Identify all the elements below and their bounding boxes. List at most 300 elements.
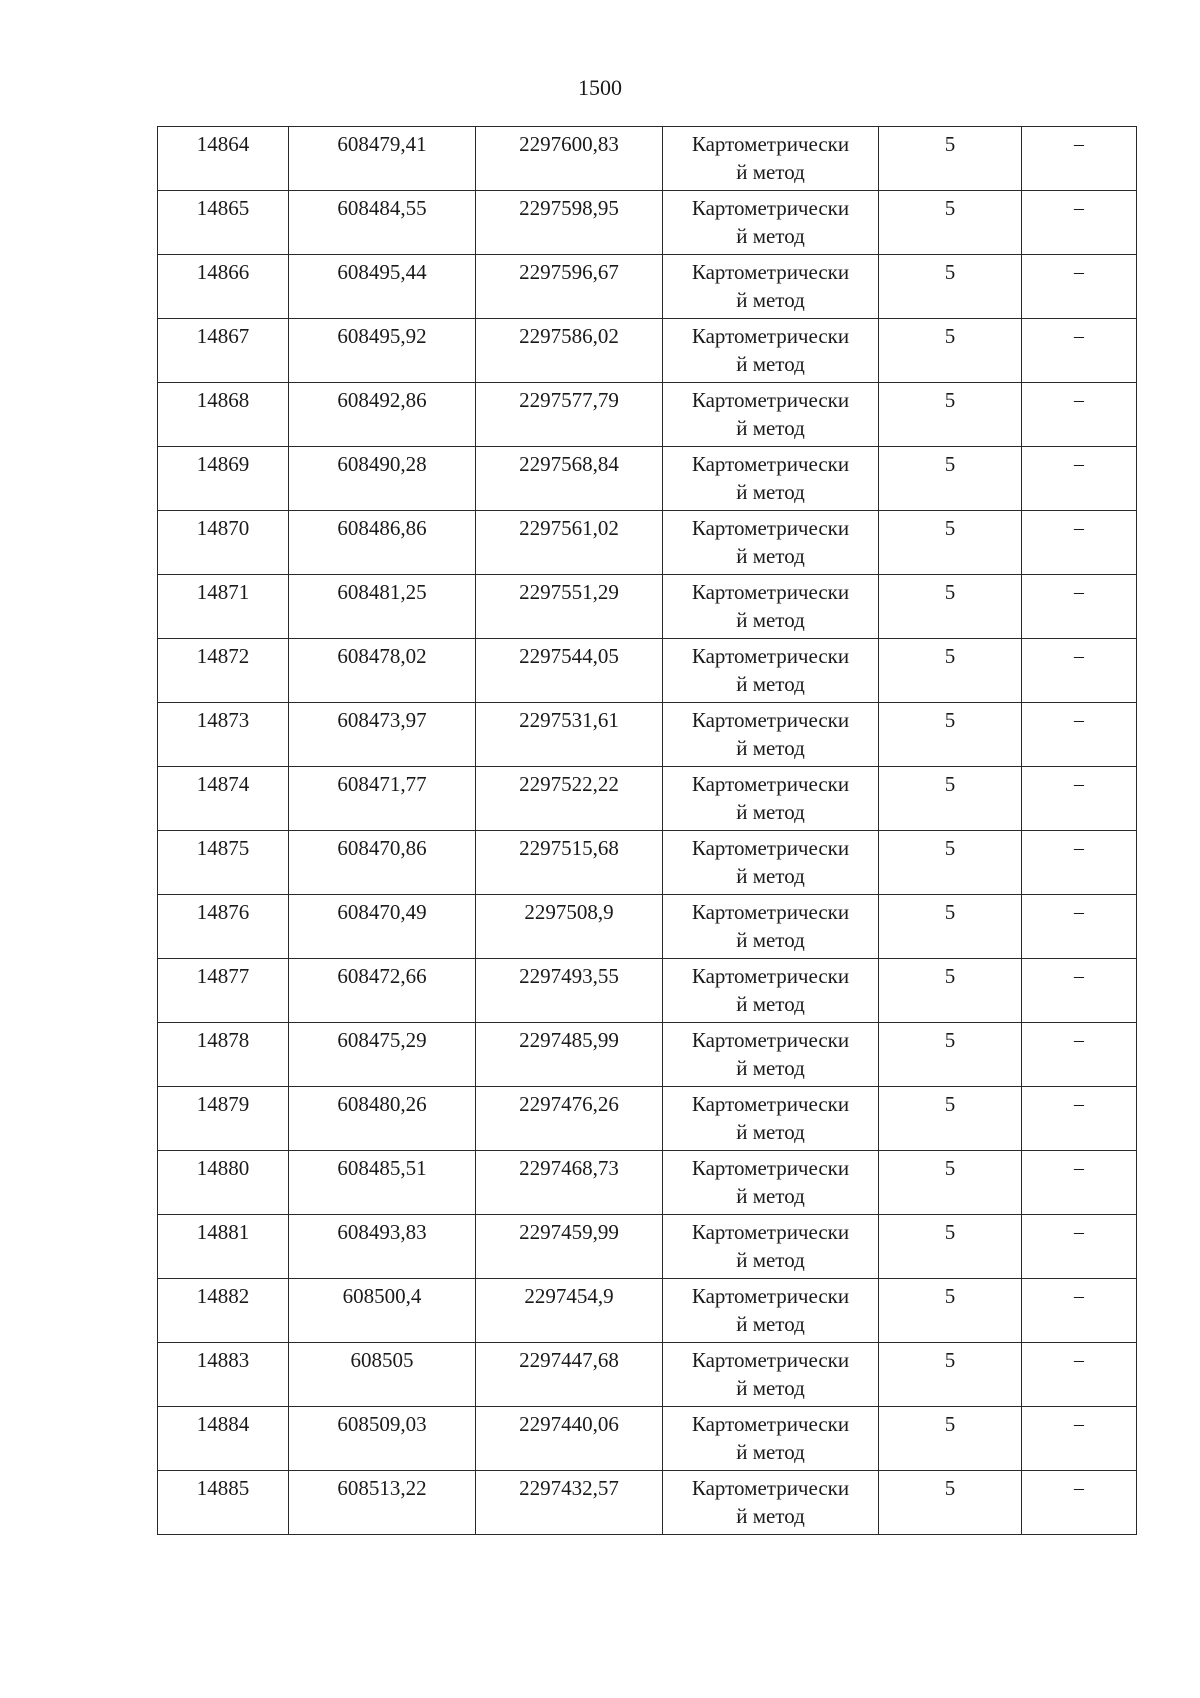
y-coordinate-cell (476, 1343, 663, 1407)
accuracy-cell (879, 767, 1022, 831)
method-cell (663, 703, 879, 767)
method-cell (663, 191, 879, 255)
point-number-cell (158, 1407, 289, 1471)
method-cell (663, 831, 879, 895)
accuracy-cell-text: 5 (944, 708, 956, 732)
x-coordinate-cell-text: 608492,86 (337, 388, 427, 412)
method-cell (663, 1279, 879, 1343)
y-coordinate-cell (476, 639, 663, 703)
table-row (158, 383, 1137, 447)
method-text-line-2: й метод (736, 352, 805, 376)
x-coordinate-cell-text: 608475,29 (337, 1028, 427, 1052)
accuracy-cell-text: 5 (944, 260, 956, 284)
note-cell-text: – (1074, 581, 1084, 603)
method-text-line-2: й метод (736, 800, 805, 824)
note-cell-text: – (1074, 261, 1084, 283)
accuracy-cell (879, 703, 1022, 767)
method-text-line-1: Картометрически (691, 516, 850, 540)
table-row (158, 831, 1137, 895)
y-coordinate-cell-text: 2297586,02 (519, 324, 619, 348)
method-text-line-1: Картометрически (691, 1092, 850, 1116)
point-number-cell (158, 639, 289, 703)
x-coordinate-cell-text: 608485,51 (337, 1156, 427, 1180)
y-coordinate-cell-text: 2297515,68 (519, 836, 619, 860)
point-number-cell (158, 831, 289, 895)
x-coordinate-cell-text: 608484,55 (337, 196, 427, 220)
x-coordinate-cell-text: 608505 (350, 1348, 414, 1372)
method-text-line-2: й метод (736, 1376, 805, 1400)
method-cell (663, 1023, 879, 1087)
table-row (158, 1343, 1137, 1407)
x-coordinate-cell-text: 608486,86 (337, 516, 427, 540)
y-coordinate-cell (476, 255, 663, 319)
method-cell (663, 639, 879, 703)
y-coordinate-cell (476, 575, 663, 639)
note-cell (1022, 1343, 1137, 1407)
x-coordinate-cell (289, 895, 476, 959)
x-coordinate-cell (289, 447, 476, 511)
accuracy-cell-text: 5 (944, 388, 956, 412)
point-number-cell (158, 383, 289, 447)
accuracy-cell (879, 1343, 1022, 1407)
point-number-cell-text: 14873 (196, 708, 250, 732)
point-number-cell (158, 447, 289, 511)
note-cell (1022, 959, 1137, 1023)
method-text-line-1: Картометрически (691, 1348, 850, 1372)
x-coordinate-cell-text: 608513,22 (337, 1476, 427, 1500)
note-cell-text: – (1074, 1221, 1084, 1243)
note-cell (1022, 511, 1137, 575)
point-number-cell (158, 959, 289, 1023)
table-row (158, 703, 1137, 767)
note-cell-text: – (1074, 1413, 1084, 1435)
accuracy-cell (879, 447, 1022, 511)
method-text-line-1: Картометрически (691, 772, 850, 796)
point-number-cell (158, 1343, 289, 1407)
x-coordinate-cell-text: 608490,28 (337, 452, 427, 476)
method-text-line-1: Картометрически (691, 1412, 850, 1436)
y-coordinate-cell-text: 2297508,9 (524, 900, 614, 924)
table-row (158, 1215, 1137, 1279)
x-coordinate-cell (289, 383, 476, 447)
table-row (158, 959, 1137, 1023)
y-coordinate-cell (476, 1023, 663, 1087)
table-row (158, 1023, 1137, 1087)
point-number-cell-text: 14868 (196, 388, 250, 412)
point-number-cell (158, 1087, 289, 1151)
accuracy-cell (879, 895, 1022, 959)
note-cell-text: – (1074, 1157, 1084, 1179)
x-coordinate-cell (289, 511, 476, 575)
point-number-cell-text: 14880 (196, 1156, 250, 1180)
x-coordinate-cell-text: 608478,02 (337, 644, 427, 668)
x-coordinate-cell-text: 608500,4 (342, 1284, 422, 1308)
note-cell-text: – (1074, 901, 1084, 923)
method-cell (663, 1471, 879, 1535)
note-cell (1022, 1215, 1137, 1279)
note-cell-text: – (1074, 1093, 1084, 1115)
method-text-line-1: Картометрически (691, 580, 850, 604)
y-coordinate-cell-text: 2297600,83 (519, 132, 619, 156)
note-cell (1022, 1407, 1137, 1471)
accuracy-cell (879, 127, 1022, 191)
method-text-line-1: Картометрически (691, 1284, 850, 1308)
accuracy-cell (879, 831, 1022, 895)
point-number-cell (158, 1151, 289, 1215)
y-coordinate-cell (476, 767, 663, 831)
point-number-cell (158, 511, 289, 575)
point-number-cell (158, 767, 289, 831)
point-number-cell (158, 703, 289, 767)
point-number-cell (158, 1215, 289, 1279)
method-cell (663, 767, 879, 831)
note-cell-text: – (1074, 1029, 1084, 1051)
accuracy-cell (879, 959, 1022, 1023)
note-cell-text: – (1074, 133, 1084, 155)
x-coordinate-cell-text: 608470,86 (337, 836, 427, 860)
method-text-line-2: й метод (736, 1504, 805, 1528)
y-coordinate-cell-text: 2297459,99 (519, 1220, 619, 1244)
method-cell (663, 447, 879, 511)
accuracy-cell-text: 5 (944, 964, 956, 988)
note-cell-text: – (1074, 709, 1084, 731)
x-coordinate-cell (289, 255, 476, 319)
method-text-line-2: й метод (736, 544, 805, 568)
x-coordinate-cell-text: 608493,83 (337, 1220, 427, 1244)
y-coordinate-cell (476, 1279, 663, 1343)
y-coordinate-cell-text: 2297476,26 (519, 1092, 619, 1116)
x-coordinate-cell-text: 608481,25 (337, 580, 427, 604)
point-number-cell-text: 14879 (196, 1092, 250, 1116)
point-number-cell-text: 14866 (196, 260, 250, 284)
x-coordinate-cell (289, 191, 476, 255)
table-row (158, 127, 1137, 191)
note-cell (1022, 319, 1137, 383)
accuracy-cell (879, 1023, 1022, 1087)
method-text-line-2: й метод (736, 608, 805, 632)
y-coordinate-cell-text: 2297577,79 (519, 388, 619, 412)
accuracy-cell (879, 1087, 1022, 1151)
y-coordinate-cell (476, 127, 663, 191)
accuracy-cell (879, 191, 1022, 255)
note-cell (1022, 831, 1137, 895)
y-coordinate-cell (476, 1087, 663, 1151)
accuracy-cell (879, 1471, 1022, 1535)
accuracy-cell (879, 1215, 1022, 1279)
method-text-line-2: й метод (736, 864, 805, 888)
method-text-line-2: й метод (736, 1184, 805, 1208)
note-cell-text: – (1074, 837, 1084, 859)
accuracy-cell (879, 511, 1022, 575)
note-cell (1022, 895, 1137, 959)
note-cell (1022, 383, 1137, 447)
x-coordinate-cell-text: 608471,77 (337, 772, 427, 796)
accuracy-cell-text: 5 (944, 1284, 956, 1308)
y-coordinate-cell-text: 2297596,67 (519, 260, 619, 284)
note-cell-text: – (1074, 1349, 1084, 1371)
accuracy-cell-text: 5 (944, 1092, 956, 1116)
note-cell (1022, 127, 1137, 191)
table-row (158, 1151, 1137, 1215)
y-coordinate-cell-text: 2297447,68 (519, 1348, 619, 1372)
x-coordinate-cell (289, 1087, 476, 1151)
method-cell (663, 895, 879, 959)
y-coordinate-cell (476, 191, 663, 255)
note-cell-text: – (1074, 1285, 1084, 1307)
method-text-line-1: Картометрически (691, 1476, 850, 1500)
table-row (158, 1407, 1137, 1471)
accuracy-cell-text: 5 (944, 1220, 956, 1244)
y-coordinate-cell (476, 447, 663, 511)
note-cell (1022, 639, 1137, 703)
note-cell-text: – (1074, 325, 1084, 347)
y-coordinate-cell (476, 511, 663, 575)
point-number-cell-text: 14884 (196, 1412, 250, 1436)
note-cell (1022, 575, 1137, 639)
point-number-cell-text: 14881 (196, 1220, 250, 1244)
method-cell (663, 1215, 879, 1279)
accuracy-cell (879, 1407, 1022, 1471)
x-coordinate-cell-text: 608480,26 (337, 1092, 427, 1116)
accuracy-cell (879, 383, 1022, 447)
accuracy-cell (879, 575, 1022, 639)
point-number-cell-text: 14882 (196, 1284, 250, 1308)
accuracy-cell (879, 255, 1022, 319)
note-cell (1022, 1087, 1137, 1151)
method-cell (663, 575, 879, 639)
method-text-line-2: й метод (736, 416, 805, 440)
y-coordinate-cell (476, 383, 663, 447)
y-coordinate-cell-text: 2297432,57 (519, 1476, 619, 1500)
x-coordinate-cell (289, 575, 476, 639)
method-text-line-1: Картометрически (691, 324, 850, 348)
note-cell (1022, 1023, 1137, 1087)
point-number-cell-text: 14865 (196, 196, 250, 220)
table-row (158, 1087, 1137, 1151)
x-coordinate-cell-text: 608495,44 (337, 260, 427, 284)
method-text-line-1: Картометрически (691, 196, 850, 220)
accuracy-cell (879, 639, 1022, 703)
x-coordinate-cell-text: 608495,92 (337, 324, 427, 348)
note-cell (1022, 1471, 1137, 1535)
y-coordinate-cell (476, 1471, 663, 1535)
table-row (158, 255, 1137, 319)
point-number-cell (158, 575, 289, 639)
method-cell (663, 1407, 879, 1471)
method-cell (663, 255, 879, 319)
method-text-line-2: й метод (736, 224, 805, 248)
x-coordinate-cell (289, 1471, 476, 1535)
accuracy-cell (879, 1279, 1022, 1343)
accuracy-cell-text: 5 (944, 580, 956, 604)
method-text-line-1: Картометрически (691, 900, 850, 924)
coordinates-table (157, 126, 1137, 1535)
x-coordinate-cell (289, 831, 476, 895)
note-cell-text: – (1074, 1477, 1084, 1499)
point-number-cell-text: 14878 (196, 1028, 250, 1052)
method-text-line-1: Картометрически (691, 644, 850, 668)
y-coordinate-cell-text: 2297598,95 (519, 196, 619, 220)
coordinates-table-body (158, 127, 1137, 1535)
x-coordinate-cell (289, 127, 476, 191)
x-coordinate-cell-text: 608479,41 (337, 132, 427, 156)
method-text-line-1: Картометрически (691, 836, 850, 860)
method-text-line-2: й метод (736, 1056, 805, 1080)
method-text-line-2: й метод (736, 160, 805, 184)
note-cell (1022, 703, 1137, 767)
y-coordinate-cell-text: 2297522,22 (519, 772, 619, 796)
method-cell (663, 1087, 879, 1151)
table-row (158, 511, 1137, 575)
accuracy-cell-text: 5 (944, 1476, 956, 1500)
point-number-cell-text: 14883 (196, 1348, 250, 1372)
accuracy-cell-text: 5 (944, 196, 956, 220)
x-coordinate-cell (289, 959, 476, 1023)
x-coordinate-cell (289, 1023, 476, 1087)
point-number-cell (158, 1279, 289, 1343)
x-coordinate-cell (289, 639, 476, 703)
y-coordinate-cell-text: 2297561,02 (519, 516, 619, 540)
method-text-line-1: Картометрически (691, 1220, 850, 1244)
method-text-line-2: й метод (736, 480, 805, 504)
accuracy-cell-text: 5 (944, 1412, 956, 1436)
note-cell-text: – (1074, 197, 1084, 219)
accuracy-cell-text: 5 (944, 772, 956, 796)
x-coordinate-cell (289, 703, 476, 767)
accuracy-cell-text: 5 (944, 132, 956, 156)
note-cell-text: – (1074, 965, 1084, 987)
method-text-line-2: й метод (736, 992, 805, 1016)
table-row (158, 575, 1137, 639)
x-coordinate-cell (289, 1215, 476, 1279)
y-coordinate-cell (476, 319, 663, 383)
point-number-cell-text: 14875 (196, 836, 250, 860)
accuracy-cell-text: 5 (944, 516, 956, 540)
method-text-line-1: Картометрически (691, 708, 850, 732)
point-number-cell-text: 14867 (196, 324, 250, 348)
point-number-cell (158, 1023, 289, 1087)
point-number-cell (158, 895, 289, 959)
point-number-cell (158, 319, 289, 383)
y-coordinate-cell-text: 2297544,05 (519, 644, 619, 668)
point-number-cell-text: 14877 (196, 964, 250, 988)
method-cell (663, 383, 879, 447)
accuracy-cell-text: 5 (944, 1348, 956, 1372)
method-text-line-1: Картометрически (691, 388, 850, 412)
x-coordinate-cell (289, 1151, 476, 1215)
method-text-line-2: й метод (736, 1120, 805, 1144)
table-row (158, 895, 1137, 959)
y-coordinate-cell-text: 2297493,55 (519, 964, 619, 988)
method-text-line-1: Картометрически (691, 260, 850, 284)
method-text-line-2: й метод (736, 736, 805, 760)
note-cell (1022, 1151, 1137, 1215)
accuracy-cell-text: 5 (944, 1028, 956, 1052)
method-cell (663, 127, 879, 191)
method-text-line-1: Картометрически (691, 1028, 850, 1052)
method-text-line-2: й метод (736, 672, 805, 696)
note-cell-text: – (1074, 773, 1084, 795)
accuracy-cell-text: 5 (944, 644, 956, 668)
table-row (158, 447, 1137, 511)
note-cell (1022, 767, 1137, 831)
note-cell-text: – (1074, 453, 1084, 475)
method-cell (663, 511, 879, 575)
table-row (158, 639, 1137, 703)
page-number: 1500 (578, 75, 622, 100)
note-cell-text: – (1074, 389, 1084, 411)
note-cell (1022, 255, 1137, 319)
x-coordinate-cell (289, 1279, 476, 1343)
x-coordinate-cell (289, 319, 476, 383)
accuracy-cell-text: 5 (944, 1156, 956, 1180)
note-cell-text: – (1074, 517, 1084, 539)
y-coordinate-cell-text: 2297531,61 (519, 708, 619, 732)
note-cell (1022, 191, 1137, 255)
method-cell (663, 1151, 879, 1215)
y-coordinate-cell-text: 2297468,73 (519, 1156, 619, 1180)
note-cell (1022, 1279, 1137, 1343)
method-text-line-1: Картометрически (691, 132, 850, 156)
y-coordinate-cell (476, 1151, 663, 1215)
note-cell (1022, 447, 1137, 511)
x-coordinate-cell-text: 608473,97 (337, 708, 427, 732)
y-coordinate-cell-text: 2297485,99 (519, 1028, 619, 1052)
method-cell (663, 1343, 879, 1407)
point-number-cell-text: 14885 (196, 1476, 250, 1500)
table-row (158, 1471, 1137, 1535)
table-row (158, 191, 1137, 255)
point-number-cell-text: 14869 (196, 452, 250, 476)
y-coordinate-cell (476, 1215, 663, 1279)
x-coordinate-cell-text: 608470,49 (337, 900, 427, 924)
point-number-cell-text: 14872 (196, 644, 250, 668)
method-text-line-2: й метод (736, 288, 805, 312)
point-number-cell-text: 14864 (196, 132, 250, 156)
point-number-cell-text: 14876 (196, 900, 250, 924)
accuracy-cell-text: 5 (944, 900, 956, 924)
point-number-cell (158, 1471, 289, 1535)
y-coordinate-cell (476, 1407, 663, 1471)
x-coordinate-cell (289, 1407, 476, 1471)
x-coordinate-cell-text: 608472,66 (337, 964, 427, 988)
y-coordinate-cell-text: 2297454,9 (524, 1284, 614, 1308)
method-text-line-2: й метод (736, 1312, 805, 1336)
method-text-line-1: Картометрически (691, 1156, 850, 1180)
point-number-cell-text: 14871 (196, 580, 250, 604)
x-coordinate-cell (289, 767, 476, 831)
method-cell (663, 319, 879, 383)
point-number-cell-text: 14874 (196, 772, 250, 796)
y-coordinate-cell (476, 703, 663, 767)
note-cell-text: – (1074, 645, 1084, 667)
y-coordinate-cell (476, 831, 663, 895)
y-coordinate-cell (476, 959, 663, 1023)
table-row (158, 767, 1137, 831)
method-text-line-1: Картометрически (691, 964, 850, 988)
point-number-cell (158, 127, 289, 191)
accuracy-cell-text: 5 (944, 324, 956, 348)
method-text-line-2: й метод (736, 1248, 805, 1272)
table-row (158, 1279, 1137, 1343)
x-coordinate-cell (289, 1343, 476, 1407)
point-number-cell (158, 191, 289, 255)
accuracy-cell-text: 5 (944, 836, 956, 860)
y-coordinate-cell-text: 2297440,06 (519, 1412, 619, 1436)
y-coordinate-cell-text: 2297551,29 (519, 580, 619, 604)
accuracy-cell-text: 5 (944, 452, 956, 476)
accuracy-cell (879, 319, 1022, 383)
